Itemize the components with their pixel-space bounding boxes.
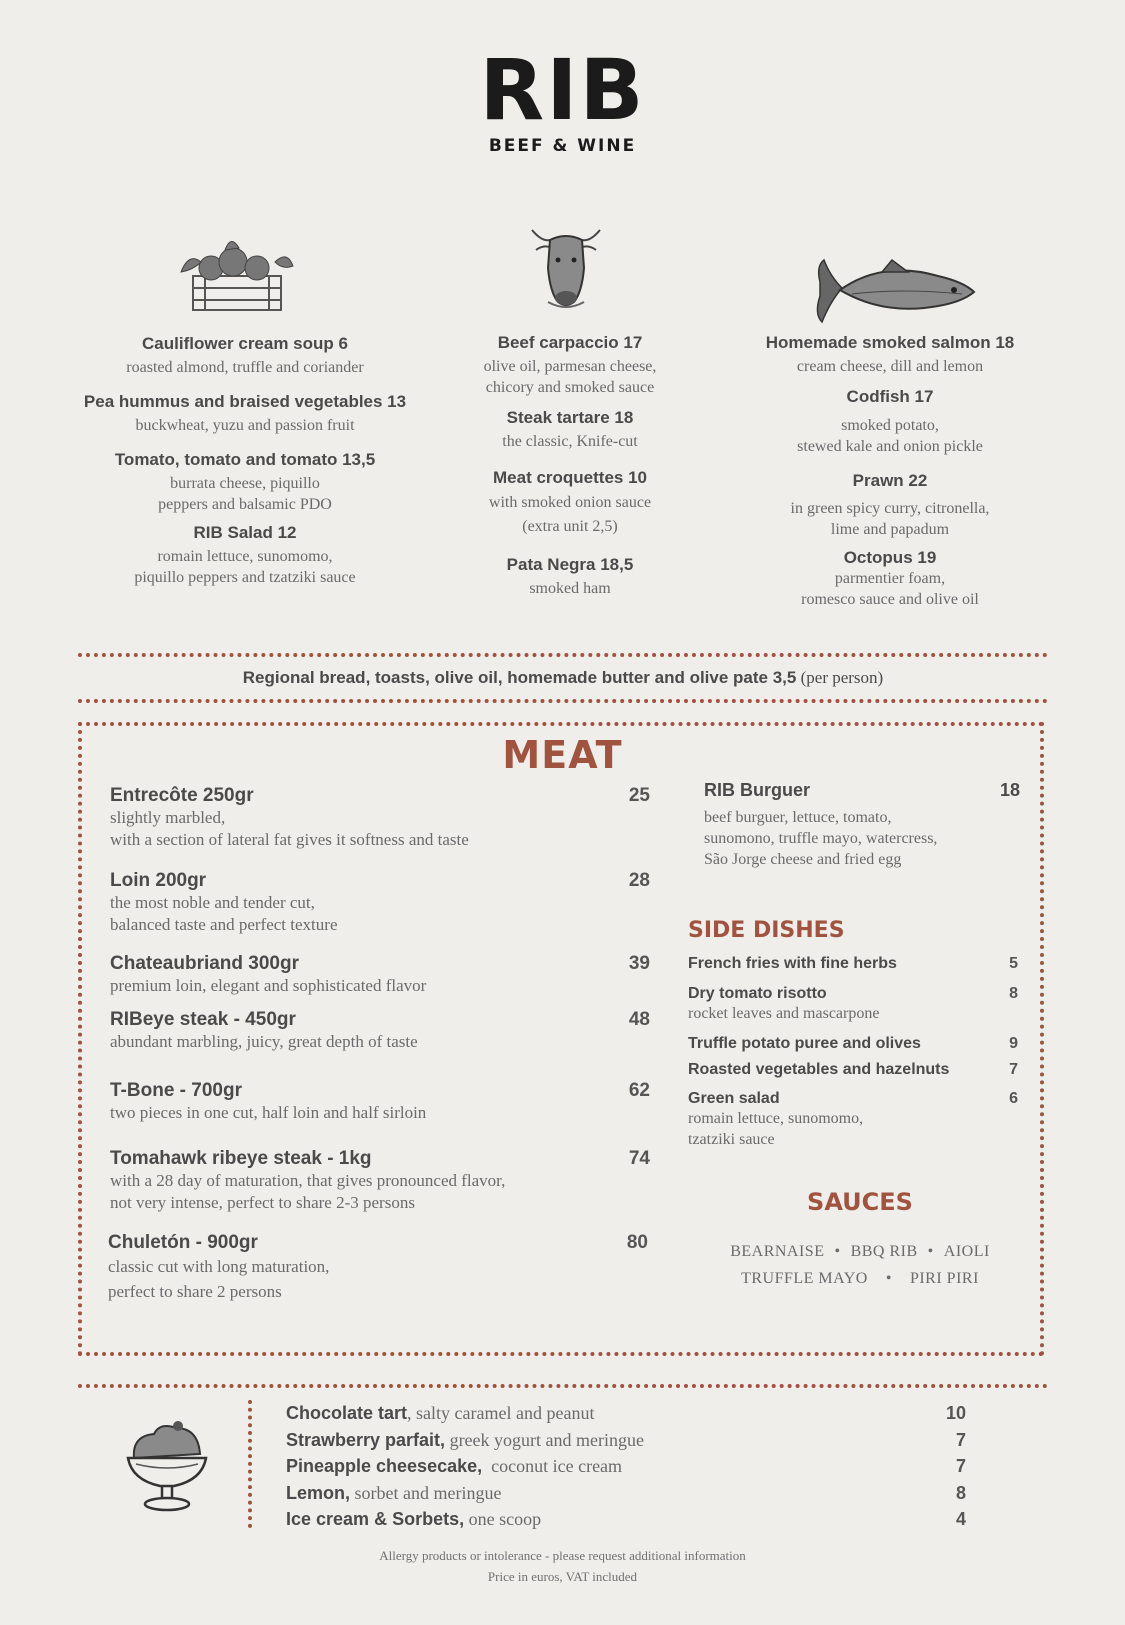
dish-description: burrata cheese, piquillo peppers and balsamic PDO: [158, 475, 332, 513]
menu-item: [110, 870, 650, 936]
sauce-item: BEARNAISE: [730, 1243, 825, 1260]
dish-name: Pea hummus and braised vegetables 13: [83, 392, 407, 411]
list-item: [730, 333, 1050, 377]
dish-description: romain lettuce, sunomomo, piquillo peppers and tzatziki sauce: [134, 548, 356, 586]
list-item: [430, 468, 710, 539]
menu-item: [110, 785, 650, 851]
sauces-title: SAUCES: [807, 1188, 913, 1216]
dish-price: 9: [1009, 1035, 1018, 1052]
cow-head-icon: [528, 222, 604, 312]
dish-name: Tomato, tomato and tomato 13,5: [114, 450, 376, 469]
dish-price: 7: [1009, 1061, 1018, 1078]
dish-description: one scoop: [464, 1509, 542, 1529]
starters-left: [60, 334, 430, 596]
side-dishes-title: SIDE DISHES: [688, 918, 845, 943]
dish-description: olive oil, parmesan cheese, chicory and smoked sauce: [483, 358, 657, 396]
dessert-item: [286, 1430, 966, 1451]
dish-name: Roasted vegetables and hazelnuts: [688, 1061, 950, 1078]
sauces-list: [688, 1238, 1032, 1292]
dish-price: 8: [955, 1483, 966, 1503]
dotted-divider-vertical: [248, 1400, 252, 1528]
logo-subtitle: BEEF & WINE: [488, 136, 637, 156]
starters-middle: [430, 333, 710, 607]
logo-wordmark: RIB: [479, 41, 646, 139]
list-item: [60, 334, 430, 378]
dish-description: roasted almond, truffle and coriander: [126, 359, 364, 376]
dish-name: Loin 200gr: [110, 870, 207, 891]
dish-name: RIB Burguer: [704, 780, 811, 800]
tuna-fish-icon: [812, 258, 976, 328]
side-dish-item: [688, 955, 1018, 973]
dish-price: 39: [628, 953, 650, 974]
list-item: [430, 333, 710, 398]
ice-cream-sundae-icon: [124, 1418, 210, 1512]
footer: [0, 1545, 1125, 1587]
dish-name: Homemade smoked salmon 18: [765, 333, 1015, 352]
dish-name: RIB Salad 12: [193, 523, 297, 542]
list-item: [730, 387, 1050, 457]
dish-description: slightly marbled, with a section of lateral fat gives it softness and taste: [110, 808, 469, 849]
dessert-item: [286, 1403, 966, 1424]
dessert-item: [286, 1456, 966, 1477]
list-item: [60, 450, 430, 515]
dish-name: Ice cream & Sorbets,: [286, 1509, 465, 1529]
dish-description: smoked potato, stewed kale and onion pickle: [797, 417, 983, 455]
dish-name: Lemon,: [286, 1483, 351, 1503]
dish-name: Prawn 22: [852, 471, 928, 490]
menu-item: [110, 1080, 650, 1124]
logo: [0, 41, 1125, 156]
dotted-divider: [78, 1384, 1048, 1388]
dish-price: 80: [626, 1232, 648, 1253]
separator-dot: •: [927, 1243, 934, 1260]
dish-name: T-Bone - 700gr: [110, 1080, 242, 1101]
dish-name: Dry tomato risotto: [688, 985, 827, 1002]
dish-description: premium loin, elegant and sophisticated flavor: [110, 976, 427, 995]
dish-price: 25: [628, 785, 650, 806]
menu-item: [110, 1009, 650, 1053]
dish-description: buckwheat, yuzu and passion fruit: [135, 417, 355, 434]
side-dish-item: [688, 985, 1018, 1024]
dish-description: with smoked onion sauce (extra unit 2,5): [488, 494, 652, 535]
sauce-item: AIOLI: [943, 1243, 990, 1260]
allergy-note: Allergy products or intolerance - please request additional information: [379, 1548, 746, 1563]
dotted-divider: [78, 653, 1048, 657]
side-dish-item: [688, 1090, 1018, 1150]
dish-name: Chateaubriand 300gr: [110, 953, 299, 974]
dish-description: two pieces in one cut, half loin and half sirloin: [110, 1103, 427, 1122]
list-item: [430, 555, 710, 599]
dish-name: Green salad: [688, 1090, 780, 1107]
dish-description: rocket leaves and mascarpone: [688, 1005, 880, 1022]
dish-price: 48: [628, 1009, 650, 1030]
sauces-line: [688, 1238, 1032, 1265]
starters-right: [730, 333, 1050, 618]
dish-name: Tomahawk ribeye steak - 1kg: [110, 1148, 372, 1169]
bread-line: [78, 668, 1048, 688]
dish-description: in green spicy curry, citronella, lime and papadum: [790, 500, 990, 538]
dessert-item: [286, 1483, 966, 1504]
dish-description: with a 28 day of maturation, that gives pronounced flavor, not very intense, perfect to share 2-3 persons: [110, 1171, 506, 1212]
dish-price: 62: [628, 1080, 650, 1101]
dish-price: 7: [955, 1430, 966, 1450]
vegetable-crate-icon: [175, 232, 297, 314]
list-item: [430, 408, 710, 452]
dish-name: Pata Negra 18,5: [506, 555, 634, 574]
dish-name: Chocolate tart: [286, 1403, 408, 1423]
menu-item: [108, 1232, 648, 1304]
bread-text: Regional bread, toasts, olive oil, homemade butter and olive pate 3,5: [242, 668, 797, 687]
separator-dot: •: [885, 1270, 892, 1287]
menu-item-burger: [704, 780, 1020, 870]
dish-price: 6: [1009, 1090, 1018, 1107]
dish-name: Entrecôte 250gr: [110, 785, 254, 806]
dish-name: French fries with fine herbs: [688, 955, 897, 972]
dish-name: Octopus 19: [843, 548, 937, 567]
dish-price: 5: [1009, 955, 1018, 972]
dish-price: 7: [955, 1456, 966, 1476]
dish-description: cream cheese, dill and lemon: [796, 358, 984, 375]
dotted-divider: [78, 699, 1048, 703]
dish-price: 8: [1009, 985, 1018, 1002]
sauce-item: PIRI PIRI: [909, 1270, 979, 1287]
list-item: [60, 392, 430, 436]
dish-name: Beef carpaccio 17: [497, 333, 643, 352]
dish-name: Truffle potato puree and olives: [688, 1035, 921, 1052]
dish-price: 18: [999, 780, 1020, 800]
dish-price: 74: [628, 1148, 650, 1169]
dish-description: smoked ham: [529, 580, 611, 597]
dish-description: greek yogurt and meringue: [445, 1430, 644, 1450]
dish-price: 10: [945, 1403, 966, 1423]
list-item: [730, 471, 1050, 540]
list-item: [730, 548, 1050, 610]
dish-name: Chuletón - 900gr: [108, 1232, 258, 1253]
menu-item: [110, 1148, 650, 1214]
dish-description: abundant marbling, juicy, great depth of taste: [110, 1032, 418, 1051]
price-note: Price in euros, VAT included: [487, 1569, 638, 1584]
dish-description: sorbet and meringue: [350, 1483, 502, 1503]
dish-name: Steak tartare 18: [506, 408, 634, 427]
dish-description: the most noble and tender cut, balanced taste and perfect texture: [110, 893, 338, 934]
dish-name: Strawberry parfait,: [286, 1430, 446, 1450]
dish-description: the classic, Knife-cut: [502, 433, 638, 450]
dish-description: , salty caramel and peanut: [407, 1403, 595, 1423]
menu-item: [110, 953, 650, 997]
dish-name: RIBeye steak - 450gr: [110, 1009, 296, 1030]
separator-dot: •: [834, 1243, 841, 1260]
meat-title: MEAT: [502, 733, 623, 777]
dish-price: 28: [628, 870, 650, 891]
dish-description: parmentier foam, romesco sauce and olive oil: [801, 570, 979, 608]
sauce-item: TRUFFLE MAYO: [741, 1270, 868, 1287]
bread-note: (per person): [796, 668, 884, 687]
dish-description: romain lettuce, sunomomo, tzatziki sauce: [688, 1110, 864, 1148]
dish-name: Codfish 17: [846, 387, 934, 406]
dish-name: Pineapple cheesecake,: [286, 1456, 483, 1476]
side-dish-item: [688, 1061, 1018, 1079]
list-item: [60, 523, 430, 588]
dish-description: coconut ice cream: [482, 1456, 623, 1476]
dish-description: classic cut with long maturation, perfect to share 2 persons: [108, 1257, 330, 1301]
sauce-item: BBQ RIB: [850, 1243, 918, 1260]
sauces-line: [688, 1265, 1032, 1292]
dish-name: Cauliflower cream soup 6: [142, 334, 348, 353]
dish-name: Meat croquettes 10: [493, 468, 647, 487]
dish-price: 4: [955, 1509, 966, 1529]
dessert-item: [286, 1509, 966, 1530]
side-dish-item: [688, 1035, 1018, 1053]
dish-description: beef burguer, lettuce, tomato, sunomono, truffle mayo, watercress, São Jorge cheese and fried egg: [704, 809, 938, 868]
